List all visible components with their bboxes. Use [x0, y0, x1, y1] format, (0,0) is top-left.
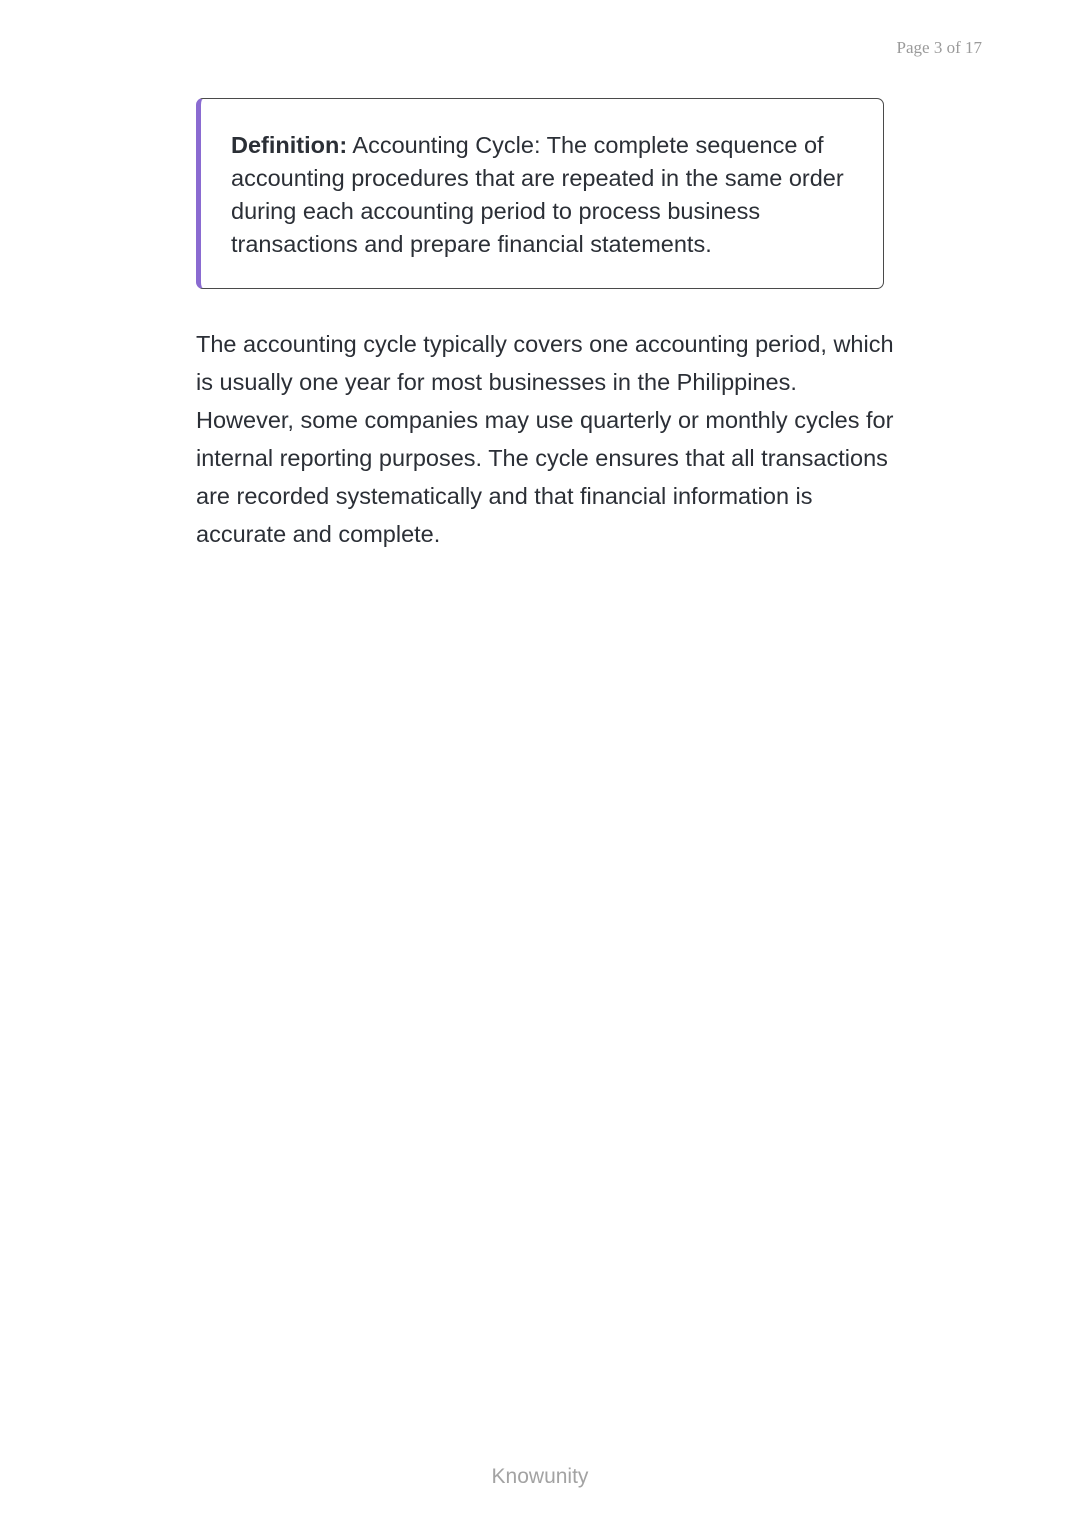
definition-term: Definition:	[231, 132, 348, 158]
definition-box	[196, 98, 884, 289]
definition-text	[231, 129, 855, 261]
footer-brand: Knowunity	[491, 1465, 589, 1488]
page-number: Page 3 of 17	[896, 38, 982, 57]
body-paragraph: The accounting cycle typically covers one accounting period, which is usually one year for most businesses in the Philippines. However, some companies may use quarterly or monthly cycles for internal reporting purposes. The cycle ensures that all transactions are recorded systematically and that financial information is accurate and complete.	[196, 331, 894, 547]
definition-body: Accounting Cycle: The complete sequence of accounting procedures that are repeated in the same order during each accounting period to process business transactions and prepare financial statements.	[231, 132, 844, 257]
